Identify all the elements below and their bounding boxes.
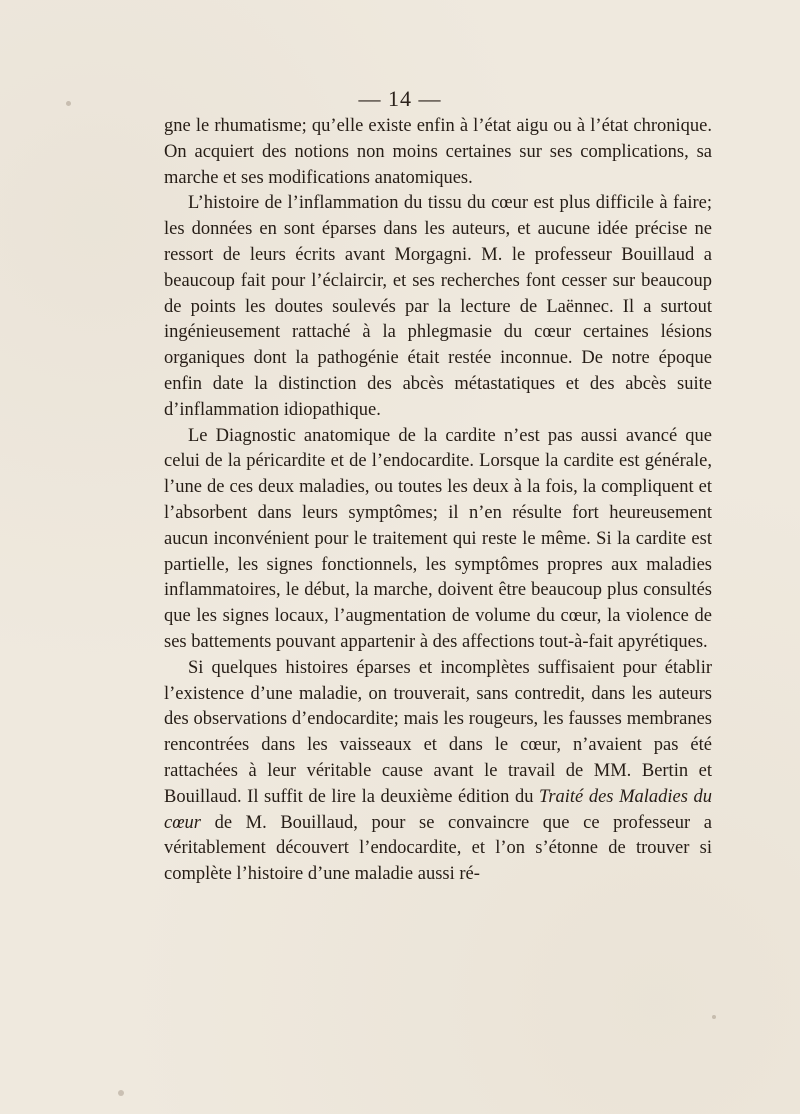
- book-title-italic: Traité des Maladies du cœur: [164, 786, 712, 833]
- paragraph-text-after-title: de M. Bouillaud, pour se convaincre que ce professeur a véritablement découvert l’endocardite, et l’on s’étonne de trouver si complète l’histoire d’une maladie aussi ré-: [164, 812, 712, 885]
- paragraph-continuation: gne le rhumatisme; qu’elle existe enfin à l’état aigu ou à l’état chronique. On acquiert des notions non moins certaines sur ses complications, sa marche et ses modifications anatomiques.: [164, 116, 712, 188]
- paragraph-text-before-title: Si quelques histoires éparses et incomplètes suffisaient pour établir l’existence d’une maladie, on trouverait, sans contredit, dans les auteurs des observations d’endocardite; mais les rougeurs, les fausses membranes rencontrées dans les vaisseaux et dans le cœur, n’avaient pas été rattachées à leur véritable cause avant le travail de MM. Bertin et Bouillaud. Il suffit de lire la deuxième édition du: [164, 657, 712, 807]
- page-number: — 14 —: [358, 86, 442, 111]
- paragraph-endocarditis-history: [164, 656, 712, 888]
- main-text-column: [164, 114, 712, 888]
- paragraph-history-inflammation: L’histoire de l’inflammation du tissu du cœur est plus difficile à faire; les données en sont éparses dans les auteurs, et aucune idée précise ne ressort de leurs écrits avant Morgagni. M. le professeur Bouillaud a beaucoup fait pour l’éclaircir, et ses recherches font cesser sur beaucoup de points les doutes soulevés par la lecture de Laënnec. Il a surtout ingénieusement rattaché à la phlegmasie du cœur certaines lésions organiques dont la pathogénie était restée inconnue. De notre époque enfin date la distinction des abcès métastatiques et des abcès suite d’inflammation idiopathique.: [164, 193, 712, 420]
- paper-speck: [118, 1090, 124, 1096]
- paper-speck: [712, 1015, 716, 1019]
- paragraph-anatomic-diagnosis: Le Diagnostic anatomique de la cardite n’est pas aussi avancé que celui de la péricardite et de l’endocardite. Lorsque la cardite est générale, l’une de ces deux maladies, ou toutes les deux à la fois, la compliquent et l’absorbent dans leurs symptômes; il n’en résulte fort heureusement aucun inconvénient pour le traitement qui reste le même. Si la cardite est partielle, les signes fonctionnels, les symptômes propres aux maladies inflammatoires, le début, la marche, doivent être beaucoup plus consultés que les signes locaux, l’augmentation de volume du cœur, la violence de ses battements pouvant appartenir à des affections tout-à-fait apyrétiques.: [164, 425, 712, 652]
